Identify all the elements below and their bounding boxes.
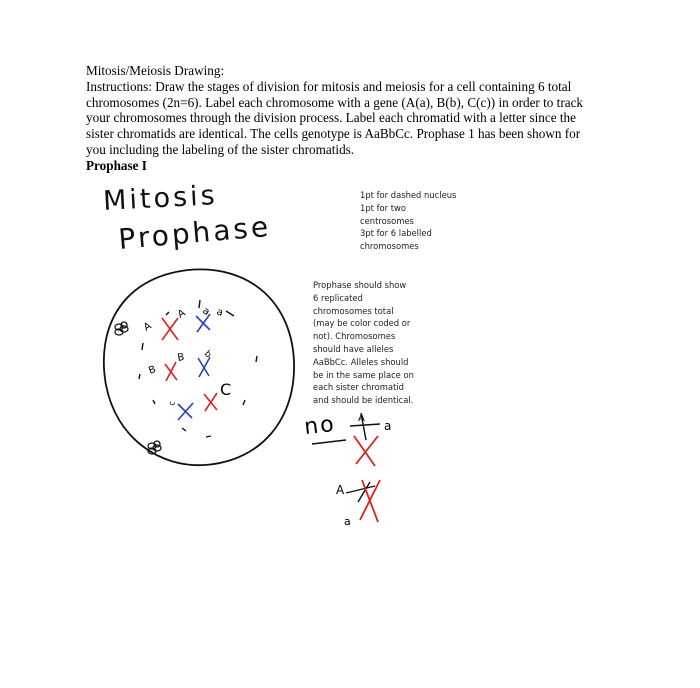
grading-note-line: 1pt for two — [360, 202, 407, 213]
handwritten-mitosis: Mitosis — [102, 180, 219, 217]
example-chromosome-2 — [336, 480, 380, 528]
chromosome-b-blue — [198, 349, 213, 377]
chromosome-A-red — [142, 308, 188, 340]
allele-a-side: a — [214, 306, 225, 319]
chromosome-B-red — [147, 352, 185, 381]
feedback-line: not). Chromosomes — [313, 331, 396, 342]
feedback-line: AaBbCc. Alleles should — [313, 356, 409, 367]
allele-b: b — [201, 349, 213, 361]
grading-note-line: chromosomes — [360, 241, 419, 252]
feedback-line: should have alleles — [313, 343, 394, 354]
chromosome-C-red — [204, 380, 231, 411]
grading-note-line: 1pt for dashed nucleus — [360, 190, 457, 200]
instruction-line: Instructions: Draw the stages of division for mitosis and meiosis for a cell containing 6 total — [86, 78, 572, 94]
chromosome-c-blue — [167, 400, 193, 420]
feedback-line: and should be identical. — [313, 395, 414, 406]
allele-B-right: B — [176, 351, 186, 364]
dashed-nucleus — [139, 300, 257, 437]
instruction-line: sister chromatids are identical. The cells genotype is AaBbCc. Prophase 1 has been shown for — [86, 126, 581, 142]
example-chromosome-1 — [350, 413, 391, 466]
allele-C: C — [220, 380, 232, 399]
example2-allele-a: a — [344, 515, 351, 528]
allele-B-left: B — [147, 364, 158, 377]
handwritten-no: no — [303, 411, 337, 440]
chromosome-a-blue — [196, 305, 225, 332]
allele-A-right: A — [176, 307, 188, 321]
grading-note-line: 3pt for 6 labelled — [360, 228, 432, 239]
feedback-line: each sister chromatid — [313, 382, 404, 393]
section-heading: Prophase I — [86, 157, 147, 173]
example-allele-A: A — [358, 413, 365, 424]
instruction-line: your chromosomes through the division process. Label each chromatid with a letter since the — [86, 110, 576, 126]
allele-A-left: A — [142, 320, 154, 334]
feedback-line: Prophase should show — [313, 280, 407, 290]
no-underline — [312, 440, 346, 444]
allele-a-top: a — [200, 305, 212, 318]
feedback-line: be in the same place on — [313, 369, 414, 380]
instruction-line: you including the labeling of the sister chromatids. — [86, 141, 355, 157]
feedback-line: (may be color coded or — [313, 318, 411, 329]
feedback-line: chromosomes total — [313, 305, 394, 316]
cell-membrane — [104, 269, 294, 465]
doc-title: Mitosis/Meiosis Drawing: — [86, 63, 225, 78]
centrosome-top — [115, 322, 128, 335]
example-allele-a: a — [384, 419, 392, 433]
example2-allele-A: A — [336, 483, 345, 497]
handwritten-prophase: Prophase — [117, 209, 273, 256]
feedback-line: 6 replicated — [313, 292, 363, 303]
allele-c: c — [167, 400, 177, 407]
grading-note-line: centrosomes — [360, 215, 414, 226]
instruction-line: chromosomes (2n=6). Label each chromosome with a gene (A(a), B(b), C(c)) in order to track — [86, 94, 584, 110]
